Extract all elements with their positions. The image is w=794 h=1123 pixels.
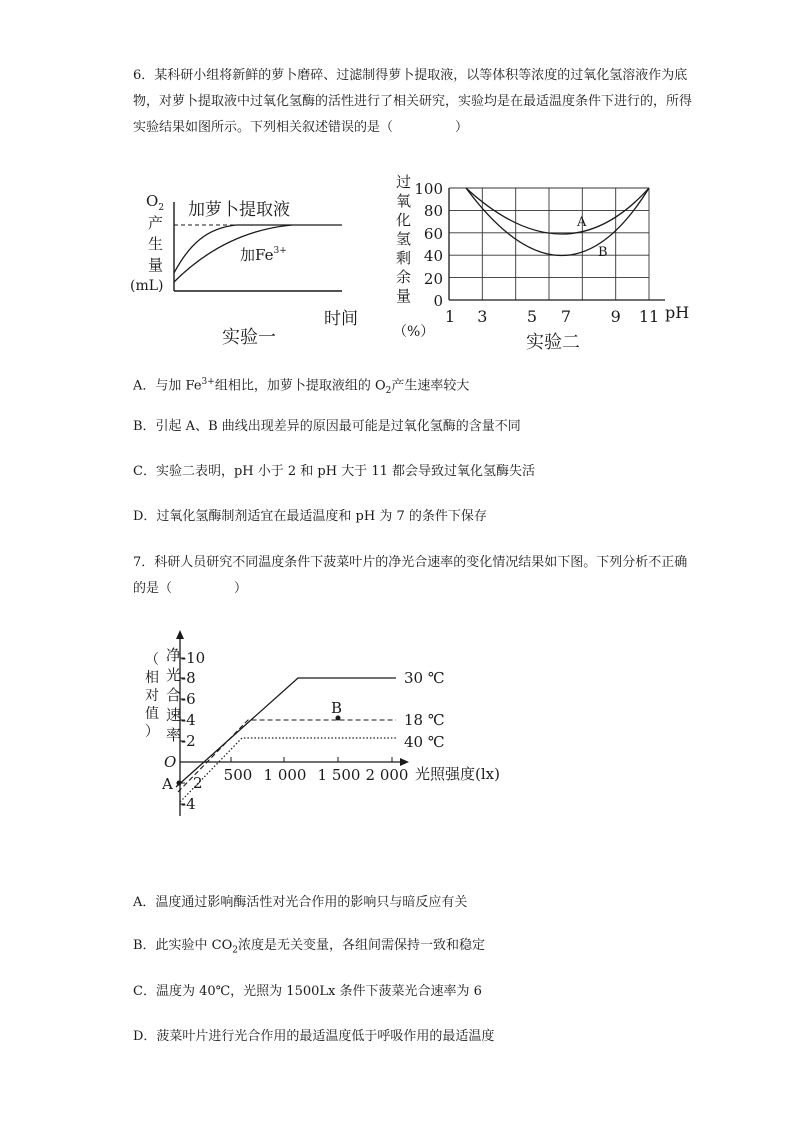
q7-option-a: A．温度通过影响酶活性对光合作用的影响只与暗反应有关 <box>133 895 468 910</box>
svg-text:值: 值 <box>145 706 159 722</box>
x-tick: 2 000 <box>365 766 409 784</box>
label-radish-extract: 加萝卜提取液 <box>188 200 290 220</box>
legend-30c: 30 ℃ <box>404 669 445 687</box>
x-tick: 1 500 <box>317 766 361 784</box>
svg-text:（: （ <box>145 652 159 668</box>
q7-option-b: B．此实验中 $CO_2$浓度是无关变量，各组间需保持一致和稳定 <box>133 938 486 956</box>
y-tick: -10 <box>181 649 206 667</box>
caption-experiment-1: 实验一 <box>222 327 276 348</box>
origin-label: O <box>164 753 177 771</box>
svg-text:(mL): (mL) <box>130 278 164 294</box>
caption-experiment-2: 实验二 <box>526 332 580 353</box>
y-tick: 20 <box>423 270 443 288</box>
svg-text:剩: 剩 <box>396 249 412 267</box>
curve-b <box>466 188 649 256</box>
label-fe3: 加$Fe^{3+}$ <box>240 246 287 264</box>
x-label-time: 时间 <box>324 309 358 329</box>
svg-text:氧: 氧 <box>396 192 412 210</box>
q6-option-d: D．过氧化氢酶制剂适宜在最适温度和 pH 为 7 的条件下保存 <box>133 509 487 524</box>
x-tick: 5 <box>526 307 538 326</box>
svg-text:相: 相 <box>145 670 159 686</box>
x-tick: 11 <box>638 307 660 326</box>
x-tick: 7 <box>560 307 572 326</box>
question-6: 6．某科研小组将新鲜的萝卜磨碎、过滤制得萝卜提取液，以等体积等浓度的过氧化氢溶液作为底物，对萝卜提取液中过氧化氢酶的活性进行了相关研究，实验均是在最适温度条件下进行的，所得实验结果如图所示。下列相关叙述错误的是（ ） <box>133 68 693 135</box>
svg-text:过: 过 <box>396 173 412 191</box>
x-label: 光照强度(lx) <box>415 765 500 783</box>
experiment-1-chart <box>128 188 363 358</box>
svg-text:量: 量 <box>396 287 412 305</box>
question-7: 7．科研人员研究不同温度条件下菠菜叶片的净光合速率的变化情况结果如下图。下列分析不正确的是（ ） <box>133 555 688 596</box>
q7-option-d: D．菠菜叶片进行光合作用的最适温度低于呼吸作用的最适温度 <box>133 1029 495 1044</box>
legend-40c: 40 ℃ <box>404 733 445 751</box>
svg-text:率: 率 <box>166 726 182 744</box>
svg-text:光: 光 <box>166 666 182 684</box>
y-tick: 2 <box>193 774 203 792</box>
q6-option-a: A．与加 $Fe^{3+}$组相比，加萝卜提取液组的 $O_2$产生速率较大 <box>133 377 470 396</box>
x-tick: 1 <box>444 307 456 326</box>
y-tick: 100 <box>414 180 443 198</box>
label-point-b: B <box>331 699 343 717</box>
svg-text:化: 化 <box>396 211 412 229</box>
svg-text:净: 净 <box>166 646 182 664</box>
q7-option-c: C．温度为 40℃，光照为 1500Lx 条件下菠菜光合速率为 6 <box>133 984 482 999</box>
curve-a <box>466 188 649 234</box>
y-tick: -4 <box>181 711 196 729</box>
svg-text:余: 余 <box>396 268 412 286</box>
x-tick: 3 <box>477 307 488 326</box>
experiment-2-chart <box>393 168 698 355</box>
y-tick: 0 <box>433 292 443 310</box>
svg-text:量: 量 <box>148 256 164 274</box>
x-tick: 500 <box>223 766 253 784</box>
svg-text:速: 速 <box>166 706 182 724</box>
y-tick: -4 <box>181 795 196 813</box>
q6-option-b: B．引起 A、B 曲线出现差异的原因最可能是过氧化氢酶的含量不同 <box>133 419 521 434</box>
x-label-ph: pH <box>665 303 690 322</box>
q6-option-c: C．实验二表明，pH 小于 2 和 pH 大于 11 都会导致过氧化氢酶失活 <box>133 464 536 479</box>
legend-18c: 18 ℃ <box>404 711 445 729</box>
x-tick: 9 <box>610 307 621 326</box>
label-curve-a: A <box>577 215 587 230</box>
question-7-text: 7．科研人员研究不同温度条件下菠菜叶片的净光合速率的变化情况结果如下图。下列分析不正确的是（ <box>133 555 688 596</box>
photosynthesis-chart <box>128 630 513 818</box>
svg-text:对: 对 <box>145 688 159 704</box>
y-label-o2: $O_2$ <box>146 192 165 213</box>
svg-text:产: 产 <box>148 214 164 232</box>
svg-text:氢: 氢 <box>396 230 412 248</box>
svg-text:合: 合 <box>166 686 182 704</box>
y-tick: -8 <box>181 669 196 687</box>
y-tick: 60 <box>423 225 443 243</box>
svg-text:）: ） <box>145 724 159 740</box>
y-tick: 40 <box>423 247 443 265</box>
svg-text:生: 生 <box>148 235 164 253</box>
y-tick: -2 <box>181 732 196 750</box>
y-axis-arrow <box>176 630 184 639</box>
label-point-a: A <box>162 775 173 793</box>
x-tick: 1 000 <box>263 766 307 784</box>
x-axis-arrow <box>400 758 409 766</box>
label-curve-b: B <box>598 245 608 260</box>
y-unit: （%） <box>393 324 435 340</box>
point-a <box>177 781 182 786</box>
question-6-text: 6．某科研小组将新鲜的萝卜磨碎、过滤制得萝卜提取液，以等体积等浓度的过氧化氢溶液作为底物，对萝卜提取液中过氧化氢酶的活性进行了相关研究，实验均是在最适温度条件下进行的，所得实验结果如图所示。下列相关叙述错误的是（ <box>133 68 693 135</box>
y-tick: -6 <box>181 690 196 708</box>
y-tick: 80 <box>423 202 443 220</box>
